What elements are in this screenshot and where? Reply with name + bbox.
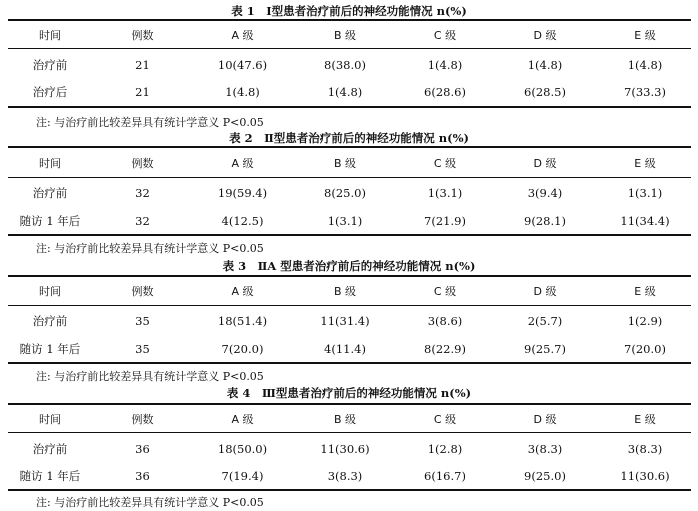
row-grade-b: 11(30.6) bbox=[320, 442, 370, 456]
table-1-note: 注: 与治疗前比较差异具有统计学意义 P<0.05 bbox=[36, 116, 264, 129]
table-row bbox=[0, 312, 698, 330]
row-grade-b: 8(38.0) bbox=[324, 58, 366, 72]
header-grade-b: B 级 bbox=[333, 157, 357, 170]
row-grade-e: 11(30.6) bbox=[620, 469, 670, 483]
header-grade-b: B 级 bbox=[333, 413, 357, 426]
header-grade-e: E 级 bbox=[634, 29, 656, 42]
header-grade-d: D 级 bbox=[533, 413, 557, 426]
header-time: 时间 bbox=[39, 413, 61, 426]
header-count: 例数 bbox=[131, 157, 154, 170]
header-grade-d: D 级 bbox=[533, 285, 557, 298]
row-time: 随访 1 年后 bbox=[19, 342, 81, 356]
row-grade-a: 7(20.0) bbox=[221, 342, 264, 356]
table-2-header-row bbox=[0, 155, 698, 173]
header-count: 例数 bbox=[131, 29, 154, 42]
table-row bbox=[0, 83, 698, 101]
row-grade-c: 7(21.9) bbox=[424, 214, 466, 228]
row-count: 35 bbox=[135, 314, 150, 328]
header-grade-c: C 级 bbox=[433, 29, 457, 42]
row-grade-b: 1(4.8) bbox=[327, 85, 363, 99]
row-grade-d: 3(9.4) bbox=[527, 186, 563, 200]
row-grade-e: 1(4.8) bbox=[627, 58, 663, 72]
row-grade-c: 3(8.6) bbox=[427, 314, 463, 328]
table-1-caption: 表 1 Ⅰ型患者治疗前后的神经功能情况 n(%) bbox=[231, 4, 467, 18]
header-grade-a: A 级 bbox=[231, 157, 254, 170]
table-row bbox=[0, 212, 698, 230]
table-2-top-rule bbox=[8, 146, 691, 148]
row-time: 治疗前 bbox=[32, 186, 68, 200]
table-row bbox=[0, 184, 698, 202]
row-count: 32 bbox=[135, 186, 150, 200]
table-1-top-rule bbox=[8, 19, 691, 21]
row-grade-a: 19(59.4) bbox=[217, 186, 268, 200]
table-1-header-rule bbox=[8, 48, 691, 49]
table-4-header-rule bbox=[8, 432, 691, 433]
header-grade-d: D 级 bbox=[533, 29, 557, 42]
row-grade-e: 11(34.4) bbox=[620, 214, 670, 228]
row-time: 随访 1 年后 bbox=[19, 469, 81, 483]
table-3-note: 注: 与治疗前比较差异具有统计学意义 P<0.05 bbox=[36, 370, 264, 383]
row-time: 治疗后 bbox=[32, 85, 68, 99]
row-grade-c: 6(16.7) bbox=[424, 469, 466, 483]
row-grade-c: 1(4.8) bbox=[427, 58, 463, 72]
table-2-caption: 表 2 Ⅱ型患者治疗前后的神经功能情况 n(%) bbox=[229, 131, 469, 145]
row-grade-b: 3(8.3) bbox=[327, 469, 363, 483]
header-grade-b: B 级 bbox=[333, 29, 357, 42]
row-grade-c: 1(2.8) bbox=[427, 442, 463, 456]
row-count: 21 bbox=[135, 58, 150, 72]
table-3-header-rule bbox=[8, 305, 691, 306]
row-grade-a: 4(12.5) bbox=[221, 214, 264, 228]
row-time: 治疗前 bbox=[32, 314, 68, 328]
row-grade-a: 7(19.4) bbox=[221, 469, 264, 483]
header-grade-c: C 级 bbox=[433, 413, 457, 426]
table-3-header-row bbox=[0, 283, 698, 301]
row-count: 32 bbox=[135, 214, 150, 228]
row-count: 35 bbox=[135, 342, 150, 356]
header-grade-e: E 级 bbox=[634, 413, 656, 426]
header-grade-c: C 级 bbox=[433, 157, 457, 170]
row-grade-d: 9(28.1) bbox=[524, 214, 566, 228]
header-grade-b: B 级 bbox=[333, 285, 357, 298]
row-grade-b: 8(25.0) bbox=[324, 186, 366, 200]
header-grade-d: D 级 bbox=[533, 157, 557, 170]
table-1-bottom-rule bbox=[8, 106, 691, 108]
row-grade-e: 7(33.3) bbox=[624, 85, 666, 99]
table-4-caption: 表 4 Ⅲ型患者治疗前后的神经功能情况 n(%) bbox=[226, 386, 472, 400]
header-count: 例数 bbox=[131, 413, 154, 426]
header-grade-a: A 级 bbox=[231, 29, 254, 42]
table-4-top-rule bbox=[8, 403, 691, 405]
header-time: 时间 bbox=[39, 157, 61, 170]
table-row bbox=[0, 56, 698, 74]
row-grade-d: 6(28.5) bbox=[524, 85, 566, 99]
row-grade-b: 11(31.4) bbox=[320, 314, 370, 328]
header-grade-c: C 级 bbox=[433, 285, 457, 298]
header-time: 时间 bbox=[39, 285, 61, 298]
row-grade-a: 10(47.6) bbox=[217, 58, 268, 72]
row-count: 21 bbox=[135, 85, 150, 99]
row-grade-e: 7(20.0) bbox=[624, 342, 666, 356]
row-grade-d: 3(8.3) bbox=[527, 442, 563, 456]
table-3-top-rule bbox=[8, 275, 691, 277]
table-2-header-rule bbox=[8, 177, 691, 178]
row-grade-d: 2(5.7) bbox=[527, 314, 563, 328]
row-grade-e: 1(3.1) bbox=[627, 186, 663, 200]
table-3-bottom-rule bbox=[8, 362, 691, 364]
row-grade-a: 18(50.0) bbox=[217, 442, 268, 456]
row-grade-d: 9(25.0) bbox=[524, 469, 566, 483]
header-grade-e: E 级 bbox=[634, 285, 656, 298]
row-time: 治疗前 bbox=[32, 58, 68, 72]
header-time: 时间 bbox=[39, 29, 61, 42]
row-grade-e: 3(8.3) bbox=[627, 442, 663, 456]
table-1-header-row bbox=[0, 27, 698, 45]
header-count: 例数 bbox=[131, 285, 154, 298]
row-time: 治疗前 bbox=[32, 442, 68, 456]
header-grade-e: E 级 bbox=[634, 157, 656, 170]
table-3-caption: 表 3 ⅡA 型患者治疗前后的神经功能情况 n(%) bbox=[222, 259, 476, 273]
row-grade-a: 1(4.8) bbox=[225, 85, 260, 99]
row-grade-c: 6(28.6) bbox=[424, 85, 466, 99]
row-count: 36 bbox=[135, 469, 150, 483]
row-grade-c: 1(3.1) bbox=[427, 186, 463, 200]
table-2-bottom-rule bbox=[8, 234, 691, 236]
table-4-bottom-rule bbox=[8, 489, 691, 491]
row-grade-b: 4(11.4) bbox=[324, 342, 366, 356]
row-grade-d: 1(4.8) bbox=[527, 58, 563, 72]
row-grade-a: 18(51.4) bbox=[217, 314, 268, 328]
row-time: 随访 1 年后 bbox=[19, 214, 81, 228]
table-row bbox=[0, 440, 698, 458]
row-count: 36 bbox=[135, 442, 150, 456]
table-4-note: 注: 与治疗前比较差异具有统计学意义 P<0.05 bbox=[36, 496, 264, 509]
header-grade-a: A 级 bbox=[231, 413, 254, 426]
table-row bbox=[0, 340, 698, 358]
table-row bbox=[0, 467, 698, 485]
table-2-note: 注: 与治疗前比较差异具有统计学意义 P<0.05 bbox=[36, 242, 264, 255]
row-grade-b: 1(3.1) bbox=[327, 214, 363, 228]
row-grade-e: 1(2.9) bbox=[627, 314, 663, 328]
header-grade-a: A 级 bbox=[231, 285, 254, 298]
row-grade-d: 9(25.7) bbox=[524, 342, 566, 356]
row-grade-c: 8(22.9) bbox=[424, 342, 466, 356]
table-4-header-row bbox=[0, 411, 698, 429]
